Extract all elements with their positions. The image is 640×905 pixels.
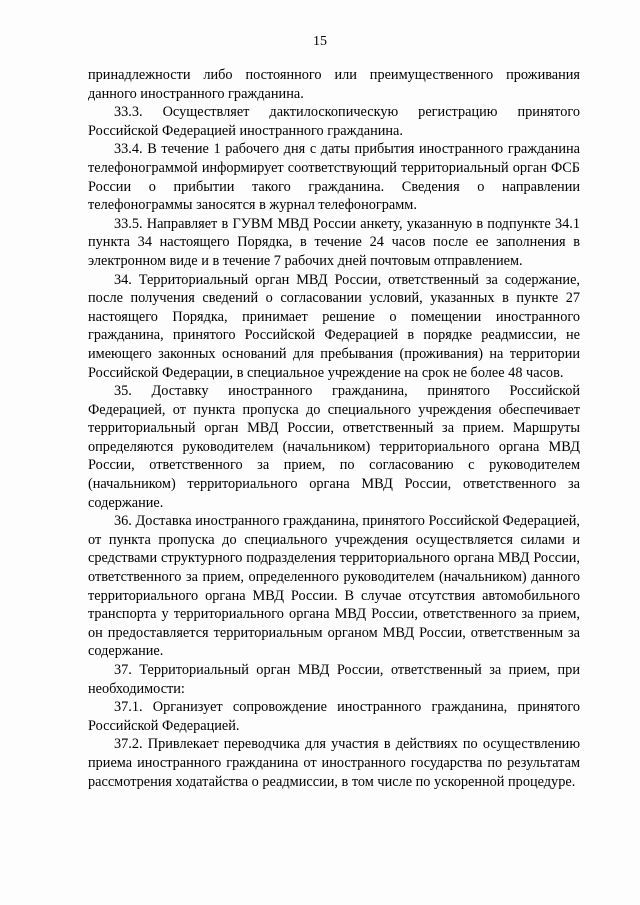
paragraph-33-4: 33.4. В течение 1 рабочего дня с даты прибытия иностранного гражданина телефонограммой информирует соответствующий территориальный орган ФСБ России о прибытии такого гражданина. Сведения о направлении телефонограммы заносятся в журнал телефонограмм.	[88, 141, 580, 214]
paragraph-36: 36. Доставка иностранного гражданина, принятого Российской Федерацией, от пункта пропуска до специального учреждения осуществляется силами и средствами структурного подразделения территориального органа МВД России, ответственного за прием, определенного руководителем (начальником) данного территориального органа МВД России. В случае отсутствия автомобильного транспорта у территориального органа МВД России, ответственного за прием, он предоставляется территориальным органом МВД России, ответственным за содержание.	[88, 513, 580, 660]
document-body	[88, 66, 580, 791]
page-number: 15	[313, 34, 327, 49]
paragraph-33-5: 33.5. Направляет в ГУВМ МВД России анкету, указанную в подпункте 34.1 пункта 34 настоящего Порядка, в течение 24 часов после ее заполнения в электронном виде и в течение 7 рабочих дней почтовым отправлением.	[88, 215, 580, 269]
paragraph-continuation: принадлежности либо постоянного или преимущественного проживания данного иностранного гражданина.	[88, 67, 580, 102]
paragraph-37-2: 37.2. Привлекает переводчика для участия в действиях по осуществлению приема иностранного гражданина от иностранного государства по результатам рассмотрения ходатайства о реадмиссии, в том числе по ускоренной процедуре.	[88, 736, 580, 790]
paragraph-37-1: 37.1. Организует сопровождение иностранного гражданина, принятого Российской Федерацией.	[88, 699, 580, 734]
paragraph-33-3: 33.3. Осуществляет дактилоскопическую регистрацию принятого Российской Федерацией иностранного гражданина.	[88, 104, 580, 139]
paragraph-37: 37. Территориальный орган МВД России, ответственный за прием, при необходимости:	[88, 662, 580, 697]
paragraph-35: 35. Доставку иностранного гражданина, принятого Российской Федерацией, от пункта пропуска до специального учреждения обеспечивает территориальный орган МВД России, ответственный за прием. Маршруты определяются руководителем (начальником) территориального органа МВД России, ответственного за прием, по согласованию с руководителем (начальником) территориального органа МВД России, ответственного за содержание.	[88, 383, 580, 511]
paragraph-34: 34. Территориальный орган МВД России, ответственный за содержание, после получения сведений о согласовании условий, указанных в пункте 27 настоящего Порядка, принимает решение о помещении иностранного гражданина, принятого Российской Федерацией в порядке реадмиссии, не имеющего законных оснований для пребывания (проживания) на территории Российской Федерации, в специальное учреждение на срок не более 48 часов.	[88, 271, 580, 381]
